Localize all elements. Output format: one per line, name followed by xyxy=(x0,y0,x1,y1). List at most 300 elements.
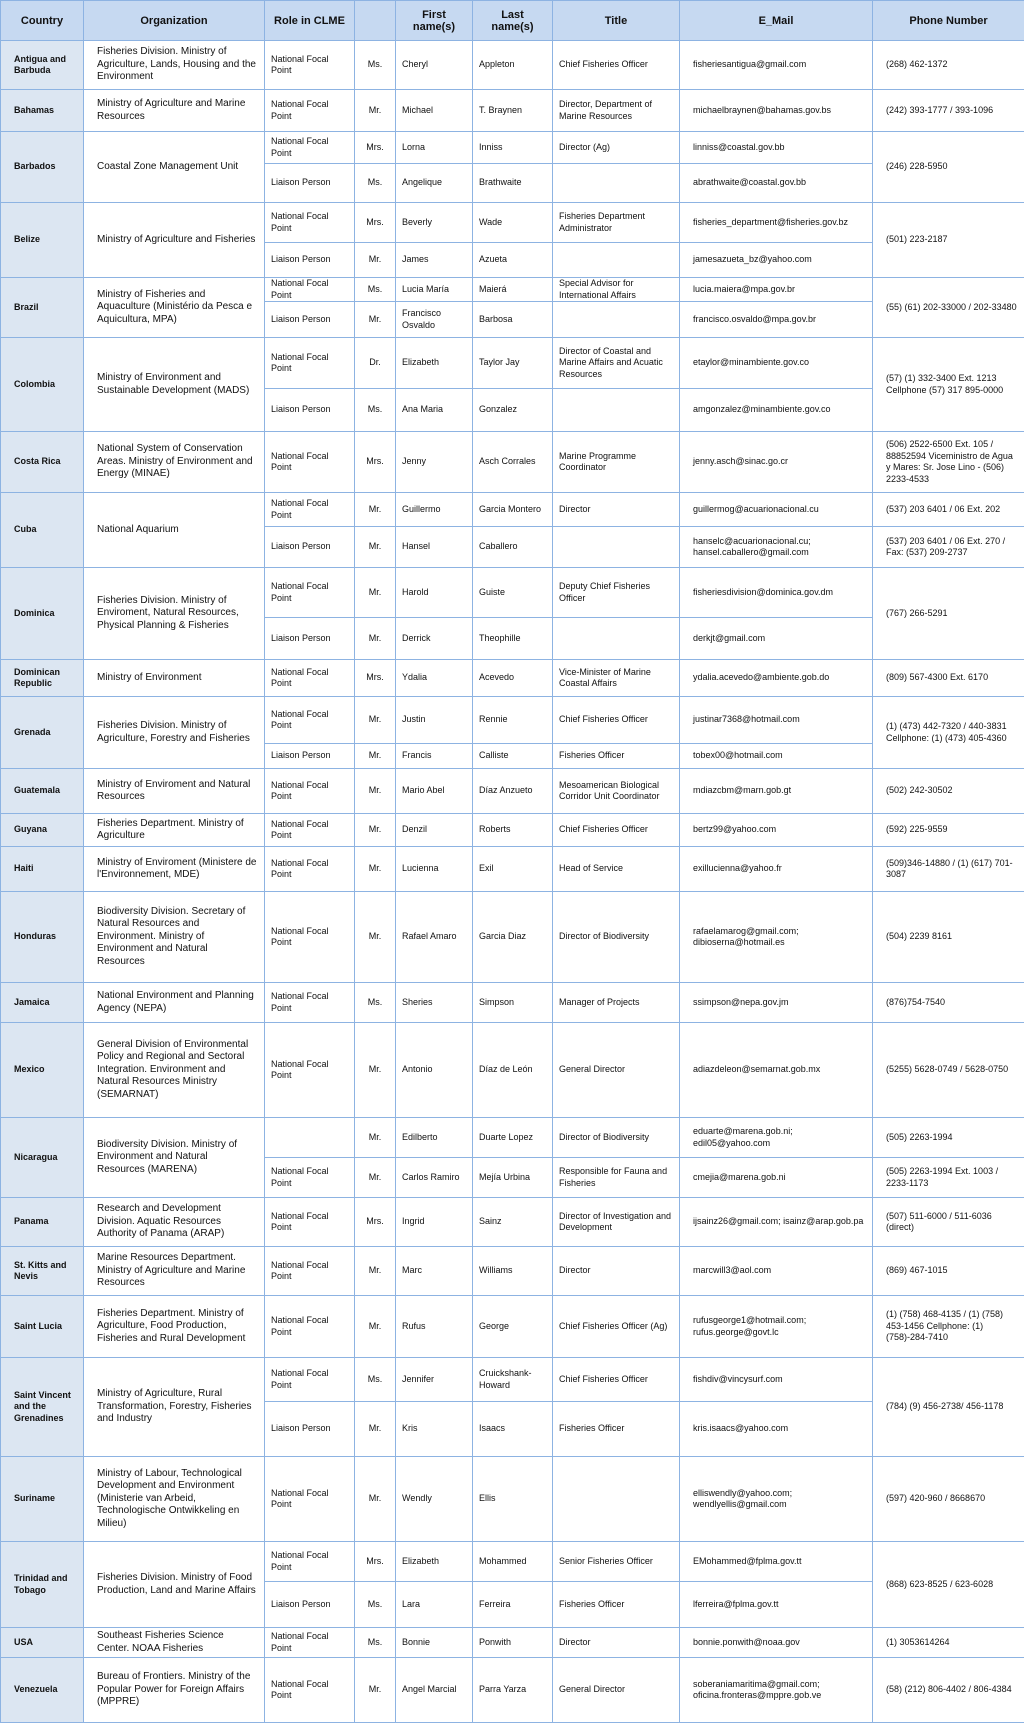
role-cell: Liaison Person xyxy=(265,618,355,660)
role-cell: National Focal Point xyxy=(265,432,355,493)
role-cell: National Focal Point xyxy=(265,132,355,164)
title-cell: Director of Investigation and Development xyxy=(553,1198,680,1247)
email-cell: ydalia.acevedo@ambiente.gob.do xyxy=(680,660,873,697)
phone-cell: (501) 223-2187 xyxy=(873,203,1024,278)
role-cell: National Focal Point xyxy=(265,1023,355,1118)
role-cell: Liaison Person xyxy=(265,1402,355,1457)
salutation-cell: Mr. xyxy=(355,892,396,983)
role-cell: National Focal Point xyxy=(265,1658,355,1723)
phone-cell: (1) 3053614264 xyxy=(873,1628,1024,1658)
organization-cell: Ministry of Labour, Technological Development and Environment (Ministerie van Arbeid, Technologische Ontwikkeling en Milieu) xyxy=(84,1457,265,1542)
email-cell: lucia.maiera@mpa.gov.br xyxy=(680,278,873,302)
last-name-cell: Inniss xyxy=(473,132,553,164)
email-cell: fisheriesdivision@dominica.gov.dm xyxy=(680,568,873,618)
last-name-cell: Roberts xyxy=(473,814,553,847)
role-cell: Liaison Person xyxy=(265,302,355,338)
header-title: Title xyxy=(553,1,680,41)
role-cell: National Focal Point xyxy=(265,769,355,814)
email-cell: abrathwaite@coastal.gov.bb xyxy=(680,164,873,203)
last-name-cell: Duarte Lopez xyxy=(473,1118,553,1158)
role-cell: National Focal Point xyxy=(265,1296,355,1358)
title-cell: Director xyxy=(553,493,680,527)
salutation-cell: Mr. xyxy=(355,1402,396,1457)
table-row xyxy=(1,432,1024,493)
first-name-cell: Denzil xyxy=(396,814,473,847)
country-cell: Trinidad and Tobago xyxy=(1,1542,84,1628)
country-cell: Suriname xyxy=(1,1457,84,1542)
role-cell: National Focal Point xyxy=(265,697,355,744)
phone-cell: (592) 225-9559 xyxy=(873,814,1024,847)
first-name-cell: Rufus xyxy=(396,1296,473,1358)
country-cell: Venezuela xyxy=(1,1658,84,1723)
country-cell: Colombia xyxy=(1,338,84,432)
header-row xyxy=(1,1,1024,41)
title-cell: Fisheries Department Administrator xyxy=(553,203,680,243)
email-cell: soberaniamaritima@gmail.com; oficina.fronteras@mppre.gob.ve xyxy=(680,1658,873,1723)
country-cell: Saint Lucia xyxy=(1,1296,84,1358)
first-name-cell: Cheryl xyxy=(396,41,473,90)
role-cell: National Focal Point xyxy=(265,90,355,132)
country-cell: Mexico xyxy=(1,1023,84,1118)
country-cell: Brazil xyxy=(1,278,84,338)
first-name-cell: Francisco Osvaldo xyxy=(396,302,473,338)
last-name-cell: Acevedo xyxy=(473,660,553,697)
phone-cell: (505) 2263-1994 xyxy=(873,1118,1024,1158)
email-cell: mdiazcbm@marn.gob.gt xyxy=(680,769,873,814)
salutation-cell: Mr. xyxy=(355,618,396,660)
first-name-cell: Jenny xyxy=(396,432,473,493)
organization-cell: Marine Resources Department. Ministry of Agriculture and Marine Resources xyxy=(84,1247,265,1296)
title-cell: Fisheries Officer xyxy=(553,1582,680,1628)
first-name-cell: Angel Marcial xyxy=(396,1658,473,1723)
table-row xyxy=(1,847,1024,892)
country-cell: St. Kitts and Nevis xyxy=(1,1247,84,1296)
email-cell: elliswendly@yahoo.com; wendlyellis@gmail.com xyxy=(680,1457,873,1542)
first-name-cell: Lorna xyxy=(396,132,473,164)
last-name-cell: Appleton xyxy=(473,41,553,90)
title-cell: Marine Programme Coordinator xyxy=(553,432,680,493)
last-name-cell: Brathwaite xyxy=(473,164,553,203)
last-name-cell: Isaacs xyxy=(473,1402,553,1457)
first-name-cell: Wendly xyxy=(396,1457,473,1542)
title-cell xyxy=(553,302,680,338)
role-cell: Liaison Person xyxy=(265,243,355,278)
first-name-cell: Bonnie xyxy=(396,1628,473,1658)
email-cell: lferreira@fplma.gov.tt xyxy=(680,1582,873,1628)
title-cell: Chief Fisheries Officer xyxy=(553,814,680,847)
organization-cell: Southeast Fisheries Science Center. NOAA Fisheries xyxy=(84,1628,265,1658)
salutation-cell: Mr. xyxy=(355,814,396,847)
last-name-cell: Taylor Jay xyxy=(473,338,553,389)
salutation-cell: Mr. xyxy=(355,1296,396,1358)
role-cell: National Focal Point xyxy=(265,41,355,90)
role-cell: National Focal Point xyxy=(265,1457,355,1542)
table-row xyxy=(1,41,1024,90)
title-cell xyxy=(553,618,680,660)
title-cell: Responsible for Fauna and Fisheries xyxy=(553,1158,680,1198)
phone-cell: (509)346-14880 / (1) (617) 701-3087 xyxy=(873,847,1024,892)
email-cell: eduarte@marena.gob.ni; edil05@yahoo.com xyxy=(680,1118,873,1158)
email-cell: fisheriesantigua@gmail.com xyxy=(680,41,873,90)
phone-cell: (242) 393-1777 / 393-1096 xyxy=(873,90,1024,132)
phone-cell: (809) 567-4300 Ext. 6170 xyxy=(873,660,1024,697)
title-cell: Director, Department of Marine Resources xyxy=(553,90,680,132)
phone-cell: (504) 2239 8161 xyxy=(873,892,1024,983)
organization-cell: National Environment and Planning Agency (NEPA) xyxy=(84,983,265,1023)
organization-cell: Fisheries Division. Ministry of Enviroment, Natural Resources, Physical Planning & Fisheries xyxy=(84,568,265,660)
email-cell: bonnie.ponwith@noaa.gov xyxy=(680,1628,873,1658)
phone-cell: (268) 462-1372 xyxy=(873,41,1024,90)
last-name-cell: George xyxy=(473,1296,553,1358)
email-cell: adiazdeleon@semarnat.gob.mx xyxy=(680,1023,873,1118)
last-name-cell: Calliste xyxy=(473,744,553,769)
salutation-cell: Mr. xyxy=(355,243,396,278)
table-row xyxy=(1,1118,1024,1158)
email-cell: rufusgeorge1@hotmail.com; rufus.george@govt.lc xyxy=(680,1296,873,1358)
email-cell: ssimpson@nepa.gov.jm xyxy=(680,983,873,1023)
organization-cell: Ministry of Enviroment (Ministere de l'Environnement, MDE) xyxy=(84,847,265,892)
organization-cell: National Aquarium xyxy=(84,493,265,568)
title-cell: Head of Service xyxy=(553,847,680,892)
salutation-cell: Ms. xyxy=(355,164,396,203)
organization-cell: Fisheries Division. Ministry of Food Production, Land and Marine Affairs xyxy=(84,1542,265,1628)
last-name-cell: Cruickshank-Howard xyxy=(473,1358,553,1402)
email-cell: michaelbraynen@bahamas.gov.bs xyxy=(680,90,873,132)
role-cell: Liaison Person xyxy=(265,527,355,568)
email-cell: derkjt@gmail.com xyxy=(680,618,873,660)
table-row xyxy=(1,1658,1024,1723)
salutation-cell: Mrs. xyxy=(355,132,396,164)
salutation-cell: Mr. xyxy=(355,1247,396,1296)
country-cell: Antigua and Barbuda xyxy=(1,41,84,90)
title-cell: Mesoamerican Biological Corridor Unit Coordinator xyxy=(553,769,680,814)
country-cell: Grenada xyxy=(1,697,84,769)
role-cell: Liaison Person xyxy=(265,1582,355,1628)
table-row xyxy=(1,338,1024,389)
role-cell: National Focal Point xyxy=(265,203,355,243)
table-row xyxy=(1,1247,1024,1296)
first-name-cell: Derrick xyxy=(396,618,473,660)
first-name-cell: Lara xyxy=(396,1582,473,1628)
country-cell: Panama xyxy=(1,1198,84,1247)
header-organization: Organization xyxy=(84,1,265,41)
table-row xyxy=(1,203,1024,243)
table-row xyxy=(1,1023,1024,1118)
header-country: Country xyxy=(1,1,84,41)
phone-cell: (246) 228-5950 xyxy=(873,132,1024,203)
email-cell: EMohammed@fplma.gov.tt xyxy=(680,1542,873,1582)
title-cell: Director of Coastal and Marine Affairs and Acuatic Resources xyxy=(553,338,680,389)
country-cell: Saint Vincent and the Grenadines xyxy=(1,1358,84,1457)
email-cell: fisheries_department@fisheries.gov.bz xyxy=(680,203,873,243)
first-name-cell: Lucienna xyxy=(396,847,473,892)
first-name-cell: Justin xyxy=(396,697,473,744)
first-name-cell: Lucia María xyxy=(396,278,473,302)
header-role: Role in CLME xyxy=(265,1,355,41)
phone-cell: (55) (61) 202-33000 / 202-33480 xyxy=(873,278,1024,338)
first-name-cell: Antonio xyxy=(396,1023,473,1118)
table-row xyxy=(1,568,1024,618)
country-cell: Belize xyxy=(1,203,84,278)
last-name-cell: Guiste xyxy=(473,568,553,618)
salutation-cell: Mr. xyxy=(355,697,396,744)
first-name-cell: Beverly xyxy=(396,203,473,243)
last-name-cell: Ponwith xyxy=(473,1628,553,1658)
table-row xyxy=(1,1296,1024,1358)
last-name-cell: T. Braynen xyxy=(473,90,553,132)
role-cell: National Focal Point xyxy=(265,278,355,302)
email-cell: fishdiv@vincysurf.com xyxy=(680,1358,873,1402)
title-cell: General Director xyxy=(553,1658,680,1723)
first-name-cell: Jennifer xyxy=(396,1358,473,1402)
country-cell: Cuba xyxy=(1,493,84,568)
salutation-cell: Ms. xyxy=(355,389,396,432)
last-name-cell: Ferreira xyxy=(473,1582,553,1628)
last-name-cell: Simpson xyxy=(473,983,553,1023)
organization-cell: Ministry of Agriculture and Fisheries xyxy=(84,203,265,278)
phone-cell: (1) (758) 468-4135 / (1) (758) 453-1456 Cellphone: (1)(758)-284-7410 xyxy=(873,1296,1024,1358)
email-cell: guillermog@acuarionacional.cu xyxy=(680,493,873,527)
role-cell: National Focal Point xyxy=(265,1542,355,1582)
table-row xyxy=(1,493,1024,527)
salutation-cell: Mr. xyxy=(355,90,396,132)
title-cell xyxy=(553,1457,680,1542)
email-cell: francisco.osvaldo@mpa.gov.br xyxy=(680,302,873,338)
last-name-cell: Garcia Montero xyxy=(473,493,553,527)
organization-cell: Ministry of Environment xyxy=(84,660,265,697)
salutation-cell: Mr. xyxy=(355,1118,396,1158)
organization-cell: Ministry of Agriculture and Marine Resources xyxy=(84,90,265,132)
first-name-cell: Marc xyxy=(396,1247,473,1296)
title-cell: Special Advisor for International Affairs xyxy=(553,278,680,302)
role-cell: National Focal Point xyxy=(265,814,355,847)
country-cell: Dominican Republic xyxy=(1,660,84,697)
role-cell: National Focal Point xyxy=(265,847,355,892)
country-cell: Dominica xyxy=(1,568,84,660)
organization-cell: Fisheries Department. Ministry of Agriculture, Food Production, Fisheries and Rural Development xyxy=(84,1296,265,1358)
organization-cell: Ministry of Environment and Sustainable Development (MADS) xyxy=(84,338,265,432)
header-salutation xyxy=(355,1,396,41)
last-name-cell: Maierá xyxy=(473,278,553,302)
table-row xyxy=(1,892,1024,983)
table-row xyxy=(1,1358,1024,1402)
country-cell: Honduras xyxy=(1,892,84,983)
email-cell: exillucienna@yahoo.fr xyxy=(680,847,873,892)
phone-cell: (502) 242-30502 xyxy=(873,769,1024,814)
phone-cell: (597) 420-960 / 8668670 xyxy=(873,1457,1024,1542)
title-cell: Fisheries Officer xyxy=(553,1402,680,1457)
first-name-cell: Sheries xyxy=(396,983,473,1023)
last-name-cell: Mohammed xyxy=(473,1542,553,1582)
title-cell: Senior Fisheries Officer xyxy=(553,1542,680,1582)
last-name-cell: Williams xyxy=(473,1247,553,1296)
salutation-cell: Mr. xyxy=(355,769,396,814)
role-cell: National Focal Point xyxy=(265,568,355,618)
organization-cell: National System of Conservation Areas. Ministry of Environment and Energy (MINAE) xyxy=(84,432,265,493)
country-cell: Costa Rica xyxy=(1,432,84,493)
salutation-cell: Mrs. xyxy=(355,1198,396,1247)
role-cell: National Focal Point xyxy=(265,338,355,389)
header-email: E_Mail xyxy=(680,1,873,41)
email-cell: etaylor@minambiente.gov.co xyxy=(680,338,873,389)
table-row xyxy=(1,1542,1024,1582)
salutation-cell: Ms. xyxy=(355,1628,396,1658)
organization-cell: Fisheries Division. Ministry of Agriculture, Lands, Housing and the Environment xyxy=(84,41,265,90)
last-name-cell: Azueta xyxy=(473,243,553,278)
first-name-cell: Edilberto xyxy=(396,1118,473,1158)
email-cell: tobex00@hotmail.com xyxy=(680,744,873,769)
phone-cell: (537) 203 6401 / 06 Ext. 202 xyxy=(873,493,1024,527)
last-name-cell: Parra Yarza xyxy=(473,1658,553,1723)
table-row xyxy=(1,90,1024,132)
role-cell: National Focal Point xyxy=(265,1628,355,1658)
role-cell: National Focal Point xyxy=(265,983,355,1023)
organization-cell: Fisheries Division. Ministry of Agriculture, Forestry and Fisheries xyxy=(84,697,265,769)
salutation-cell: Mr. xyxy=(355,493,396,527)
salutation-cell: Ms. xyxy=(355,278,396,302)
role-cell xyxy=(265,1118,355,1158)
title-cell xyxy=(553,164,680,203)
salutation-cell: Dr. xyxy=(355,338,396,389)
email-cell: ijsainz26@gmail.com; isainz@arap.gob.pa xyxy=(680,1198,873,1247)
role-cell: National Focal Point xyxy=(265,493,355,527)
table-row xyxy=(1,983,1024,1023)
salutation-cell: Mr. xyxy=(355,1158,396,1198)
role-cell: Liaison Person xyxy=(265,389,355,432)
first-name-cell: Rafael Amaro xyxy=(396,892,473,983)
organization-cell: Coastal Zone Management Unit xyxy=(84,132,265,203)
first-name-cell: Elizabeth xyxy=(396,338,473,389)
title-cell xyxy=(553,389,680,432)
country-cell: Barbados xyxy=(1,132,84,203)
email-cell: bertz99@yahoo.com xyxy=(680,814,873,847)
salutation-cell: Mrs. xyxy=(355,203,396,243)
title-cell: Director of Biodiversity xyxy=(553,1118,680,1158)
last-name-cell: Exil xyxy=(473,847,553,892)
country-cell: Bahamas xyxy=(1,90,84,132)
title-cell: Vice-Minister of Marine Coastal Affairs xyxy=(553,660,680,697)
first-name-cell: Kris xyxy=(396,1402,473,1457)
title-cell: Deputy Chief Fisheries Officer xyxy=(553,568,680,618)
salutation-cell: Mrs. xyxy=(355,660,396,697)
salutation-cell: Mr. xyxy=(355,847,396,892)
email-cell: amgonzalez@minambiente.gov.co xyxy=(680,389,873,432)
role-cell: National Focal Point xyxy=(265,1247,355,1296)
last-name-cell: Barbosa xyxy=(473,302,553,338)
title-cell: Director xyxy=(553,1247,680,1296)
phone-cell: (767) 266-5291 xyxy=(873,568,1024,660)
salutation-cell: Ms. xyxy=(355,41,396,90)
organization-cell: Ministry of Fisheries and Aquaculture (Ministério da Pesca e Aquicultura, MPA) xyxy=(84,278,265,338)
salutation-cell: Mr. xyxy=(355,744,396,769)
title-cell xyxy=(553,243,680,278)
title-cell: Director (Ag) xyxy=(553,132,680,164)
country-cell: Nicaragua xyxy=(1,1118,84,1198)
country-cell: Jamaica xyxy=(1,983,84,1023)
first-name-cell: James xyxy=(396,243,473,278)
last-name-cell: Díaz Anzueto xyxy=(473,769,553,814)
organization-cell: Research and Development Division. Aquatic Resources Authority of Panama (ARAP) xyxy=(84,1198,265,1247)
organization-cell: Bureau of Frontiers. Ministry of the Popular Power for Foreign Affairs (MPPRE) xyxy=(84,1658,265,1723)
last-name-cell: Rennie xyxy=(473,697,553,744)
last-name-cell: Theophille xyxy=(473,618,553,660)
first-name-cell: Michael xyxy=(396,90,473,132)
table-row xyxy=(1,1198,1024,1247)
salutation-cell: Mr. xyxy=(355,1457,396,1542)
last-name-cell: Wade xyxy=(473,203,553,243)
phone-cell: (5255) 5628-0749 / 5628-0750 xyxy=(873,1023,1024,1118)
salutation-cell: Ms. xyxy=(355,983,396,1023)
salutation-cell: Mrs. xyxy=(355,432,396,493)
phone-cell: (1) (473) 442-7320 / 440-3831 Cellphone: (1) (473) 405-4360 xyxy=(873,697,1024,769)
phone-cell: (58) (212) 806-4402 / 806-4384 xyxy=(873,1658,1024,1723)
title-cell: Manager of Projects xyxy=(553,983,680,1023)
table-row xyxy=(1,1457,1024,1542)
phone-cell: (507) 511-6000 / 511-6036 (direct) xyxy=(873,1198,1024,1247)
title-cell xyxy=(553,527,680,568)
phone-cell: (57) (1) 332-3400 Ext. 1213 Cellphone (57) 317 895-0000 xyxy=(873,338,1024,432)
header-phone: Phone Number xyxy=(873,1,1024,41)
title-cell: Fisheries Officer xyxy=(553,744,680,769)
salutation-cell: Mr. xyxy=(355,302,396,338)
title-cell: Director xyxy=(553,1628,680,1658)
role-cell: National Focal Point xyxy=(265,1198,355,1247)
last-name-cell: Caballero xyxy=(473,527,553,568)
table-body xyxy=(1,41,1024,1723)
salutation-cell: Mr. xyxy=(355,527,396,568)
country-cell: Guatemala xyxy=(1,769,84,814)
table-row xyxy=(1,697,1024,744)
title-cell: General Director xyxy=(553,1023,680,1118)
last-name-cell: Gonzalez xyxy=(473,389,553,432)
salutation-cell: Mr. xyxy=(355,1658,396,1723)
last-name-cell: Ellis xyxy=(473,1457,553,1542)
email-cell: rafaelamarog@gmail.com; dibioserna@hotmail.es xyxy=(680,892,873,983)
email-cell: justinar7368@hotmail.com xyxy=(680,697,873,744)
last-name-cell: Garcia Diaz xyxy=(473,892,553,983)
first-name-cell: Francis xyxy=(396,744,473,769)
phone-cell: (506) 2522-6500 Ext. 105 / 88852594 Viceministro de Agua y Mares: Sr. Jose Lino - (506) 2233-4533 xyxy=(873,432,1024,493)
first-name-cell: Guillermo xyxy=(396,493,473,527)
country-cell: Haiti xyxy=(1,847,84,892)
role-cell: Liaison Person xyxy=(265,164,355,203)
last-name-cell: Asch Corrales xyxy=(473,432,553,493)
first-name-cell: Hansel xyxy=(396,527,473,568)
organization-cell: Biodiversity Division. Ministry of Environment and Natural Resources (MARENA) xyxy=(84,1118,265,1198)
phone-cell: (868) 623-8525 / 623-6028 xyxy=(873,1542,1024,1628)
role-cell: National Focal Point xyxy=(265,1158,355,1198)
country-cell: Guyana xyxy=(1,814,84,847)
email-cell: hanselc@acuarionacional.cu; hansel.caballero@gmail.com xyxy=(680,527,873,568)
organization-cell: Ministry of Agriculture, Rural Transformation, Forestry, Fisheries and Industry xyxy=(84,1358,265,1457)
first-name-cell: Ana Maria xyxy=(396,389,473,432)
salutation-cell: Ms. xyxy=(355,1582,396,1628)
role-cell: National Focal Point xyxy=(265,660,355,697)
role-cell: National Focal Point xyxy=(265,892,355,983)
salutation-cell: Ms. xyxy=(355,1358,396,1402)
phone-cell: (869) 467-1015 xyxy=(873,1247,1024,1296)
email-cell: jenny.asch@sinac.go.cr xyxy=(680,432,873,493)
phone-cell: (505) 2263-1994 Ext. 1003 / 2233-1173 xyxy=(873,1158,1024,1198)
header-last-name: Last name(s) xyxy=(473,1,553,41)
last-name-cell: Díaz de León xyxy=(473,1023,553,1118)
role-cell: National Focal Point xyxy=(265,1358,355,1402)
title-cell: Chief Fisheries Officer xyxy=(553,1358,680,1402)
email-cell: marcwill3@aol.com xyxy=(680,1247,873,1296)
email-cell: kris.isaacs@yahoo.com xyxy=(680,1402,873,1457)
title-cell: Chief Fisheries Officer (Ag) xyxy=(553,1296,680,1358)
first-name-cell: Carlos Ramiro xyxy=(396,1158,473,1198)
